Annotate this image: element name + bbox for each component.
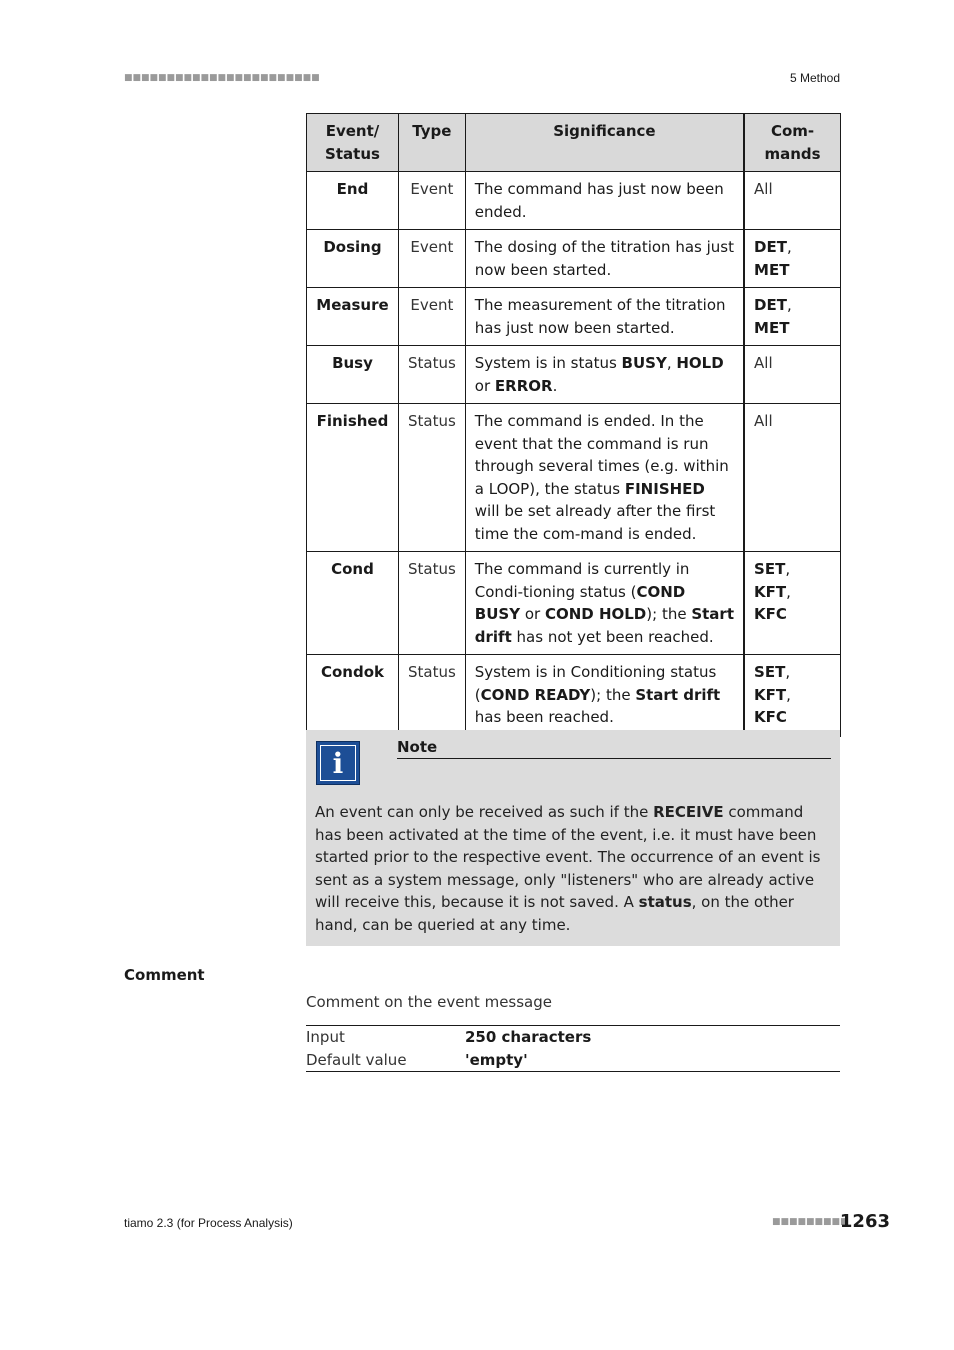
param-label: Input bbox=[306, 1028, 345, 1046]
header-event-status: Event/ Status bbox=[307, 114, 399, 172]
row-type: Event bbox=[398, 230, 465, 288]
table-row bbox=[307, 655, 841, 736]
table-row bbox=[307, 288, 841, 346]
row-event: Measure bbox=[307, 288, 399, 346]
page-number: 1263 bbox=[839, 1211, 890, 1232]
row-event: Dosing bbox=[307, 230, 399, 288]
row-significance: The command is currently in Condi-tioning status (COND BUSY or COND HOLD); the Start drift has not yet been reached. bbox=[465, 552, 744, 655]
param-label: Default value bbox=[306, 1050, 407, 1069]
header-significance: Significance bbox=[465, 114, 744, 172]
events-table bbox=[306, 113, 841, 737]
param-row-input bbox=[306, 1026, 840, 1049]
row-event: End bbox=[307, 172, 399, 230]
header-commands: Com- mands bbox=[744, 114, 840, 172]
row-commands: All bbox=[744, 404, 840, 552]
row-type: Event bbox=[398, 172, 465, 230]
info-icon-glyph: i bbox=[320, 745, 356, 781]
param-value: 'empty' bbox=[465, 1050, 528, 1069]
footer-decoration: ■■■■■■■■■ bbox=[772, 1217, 849, 1227]
row-significance: The dosing of the titration has just now been started. bbox=[465, 230, 744, 288]
row-type: Status bbox=[398, 552, 465, 655]
comment-description: Comment on the event message bbox=[306, 993, 552, 1011]
row-event: Finished bbox=[307, 404, 399, 552]
row-event: Condok bbox=[307, 655, 399, 736]
table-header-row bbox=[307, 114, 841, 172]
header-decoration: ■■■■■■■■■■■■■■■■■■■■■■■ bbox=[124, 73, 320, 83]
row-commands: DET, MET bbox=[744, 288, 840, 346]
table-row bbox=[307, 230, 841, 288]
row-type: Status bbox=[398, 404, 465, 552]
info-icon bbox=[316, 741, 360, 785]
row-significance: System is in status BUSY, HOLD or ERROR. bbox=[465, 346, 744, 404]
row-significance: System is in Conditioning status (COND READY); the Start drift has been reached. bbox=[465, 655, 744, 736]
note-title: Note bbox=[397, 738, 831, 759]
row-commands: All bbox=[744, 172, 840, 230]
row-type: Status bbox=[398, 655, 465, 736]
row-commands: SET, KFT, KFC bbox=[744, 655, 840, 736]
table-row bbox=[307, 346, 841, 404]
running-header-section: 5 Method bbox=[789, 71, 840, 85]
header-type: Type bbox=[398, 114, 465, 172]
row-commands: DET, MET bbox=[744, 230, 840, 288]
row-event: Cond bbox=[307, 552, 399, 655]
row-commands: All bbox=[744, 346, 840, 404]
param-row-default bbox=[306, 1049, 840, 1072]
param-value: 250 characters bbox=[465, 1028, 592, 1046]
row-significance: The command is ended. In the event that the command is run through several times (e.g. within a LOOP), the status FINISHED will be set already after the first time the com-mand is ended. bbox=[465, 404, 744, 552]
row-commands: SET, KFT, KFC bbox=[744, 552, 840, 655]
table-row bbox=[307, 172, 841, 230]
row-significance: The command has just now been ended. bbox=[465, 172, 744, 230]
row-type: Status bbox=[398, 346, 465, 404]
note-body: An event can only be received as such if the RECEIVE command has been activated at the time of the event, i.e. it must have been started prior to the respective event. The occurrence of an event is sent as a system message, only "listeners" who are already active will receive this, because it is not saved. A status, on the other hand, can be queried at any time. bbox=[315, 803, 821, 934]
row-significance: The measurement of the titration has just now been started. bbox=[465, 288, 744, 346]
parameter-table bbox=[306, 1025, 840, 1072]
table-row bbox=[307, 404, 841, 552]
comment-heading: Comment bbox=[124, 966, 205, 984]
footer-product: tiamo 2.3 (for Process Analysis) bbox=[124, 1216, 293, 1230]
note-box bbox=[306, 730, 840, 946]
table-row bbox=[307, 552, 841, 655]
row-event: Busy bbox=[307, 346, 399, 404]
row-type: Event bbox=[398, 288, 465, 346]
